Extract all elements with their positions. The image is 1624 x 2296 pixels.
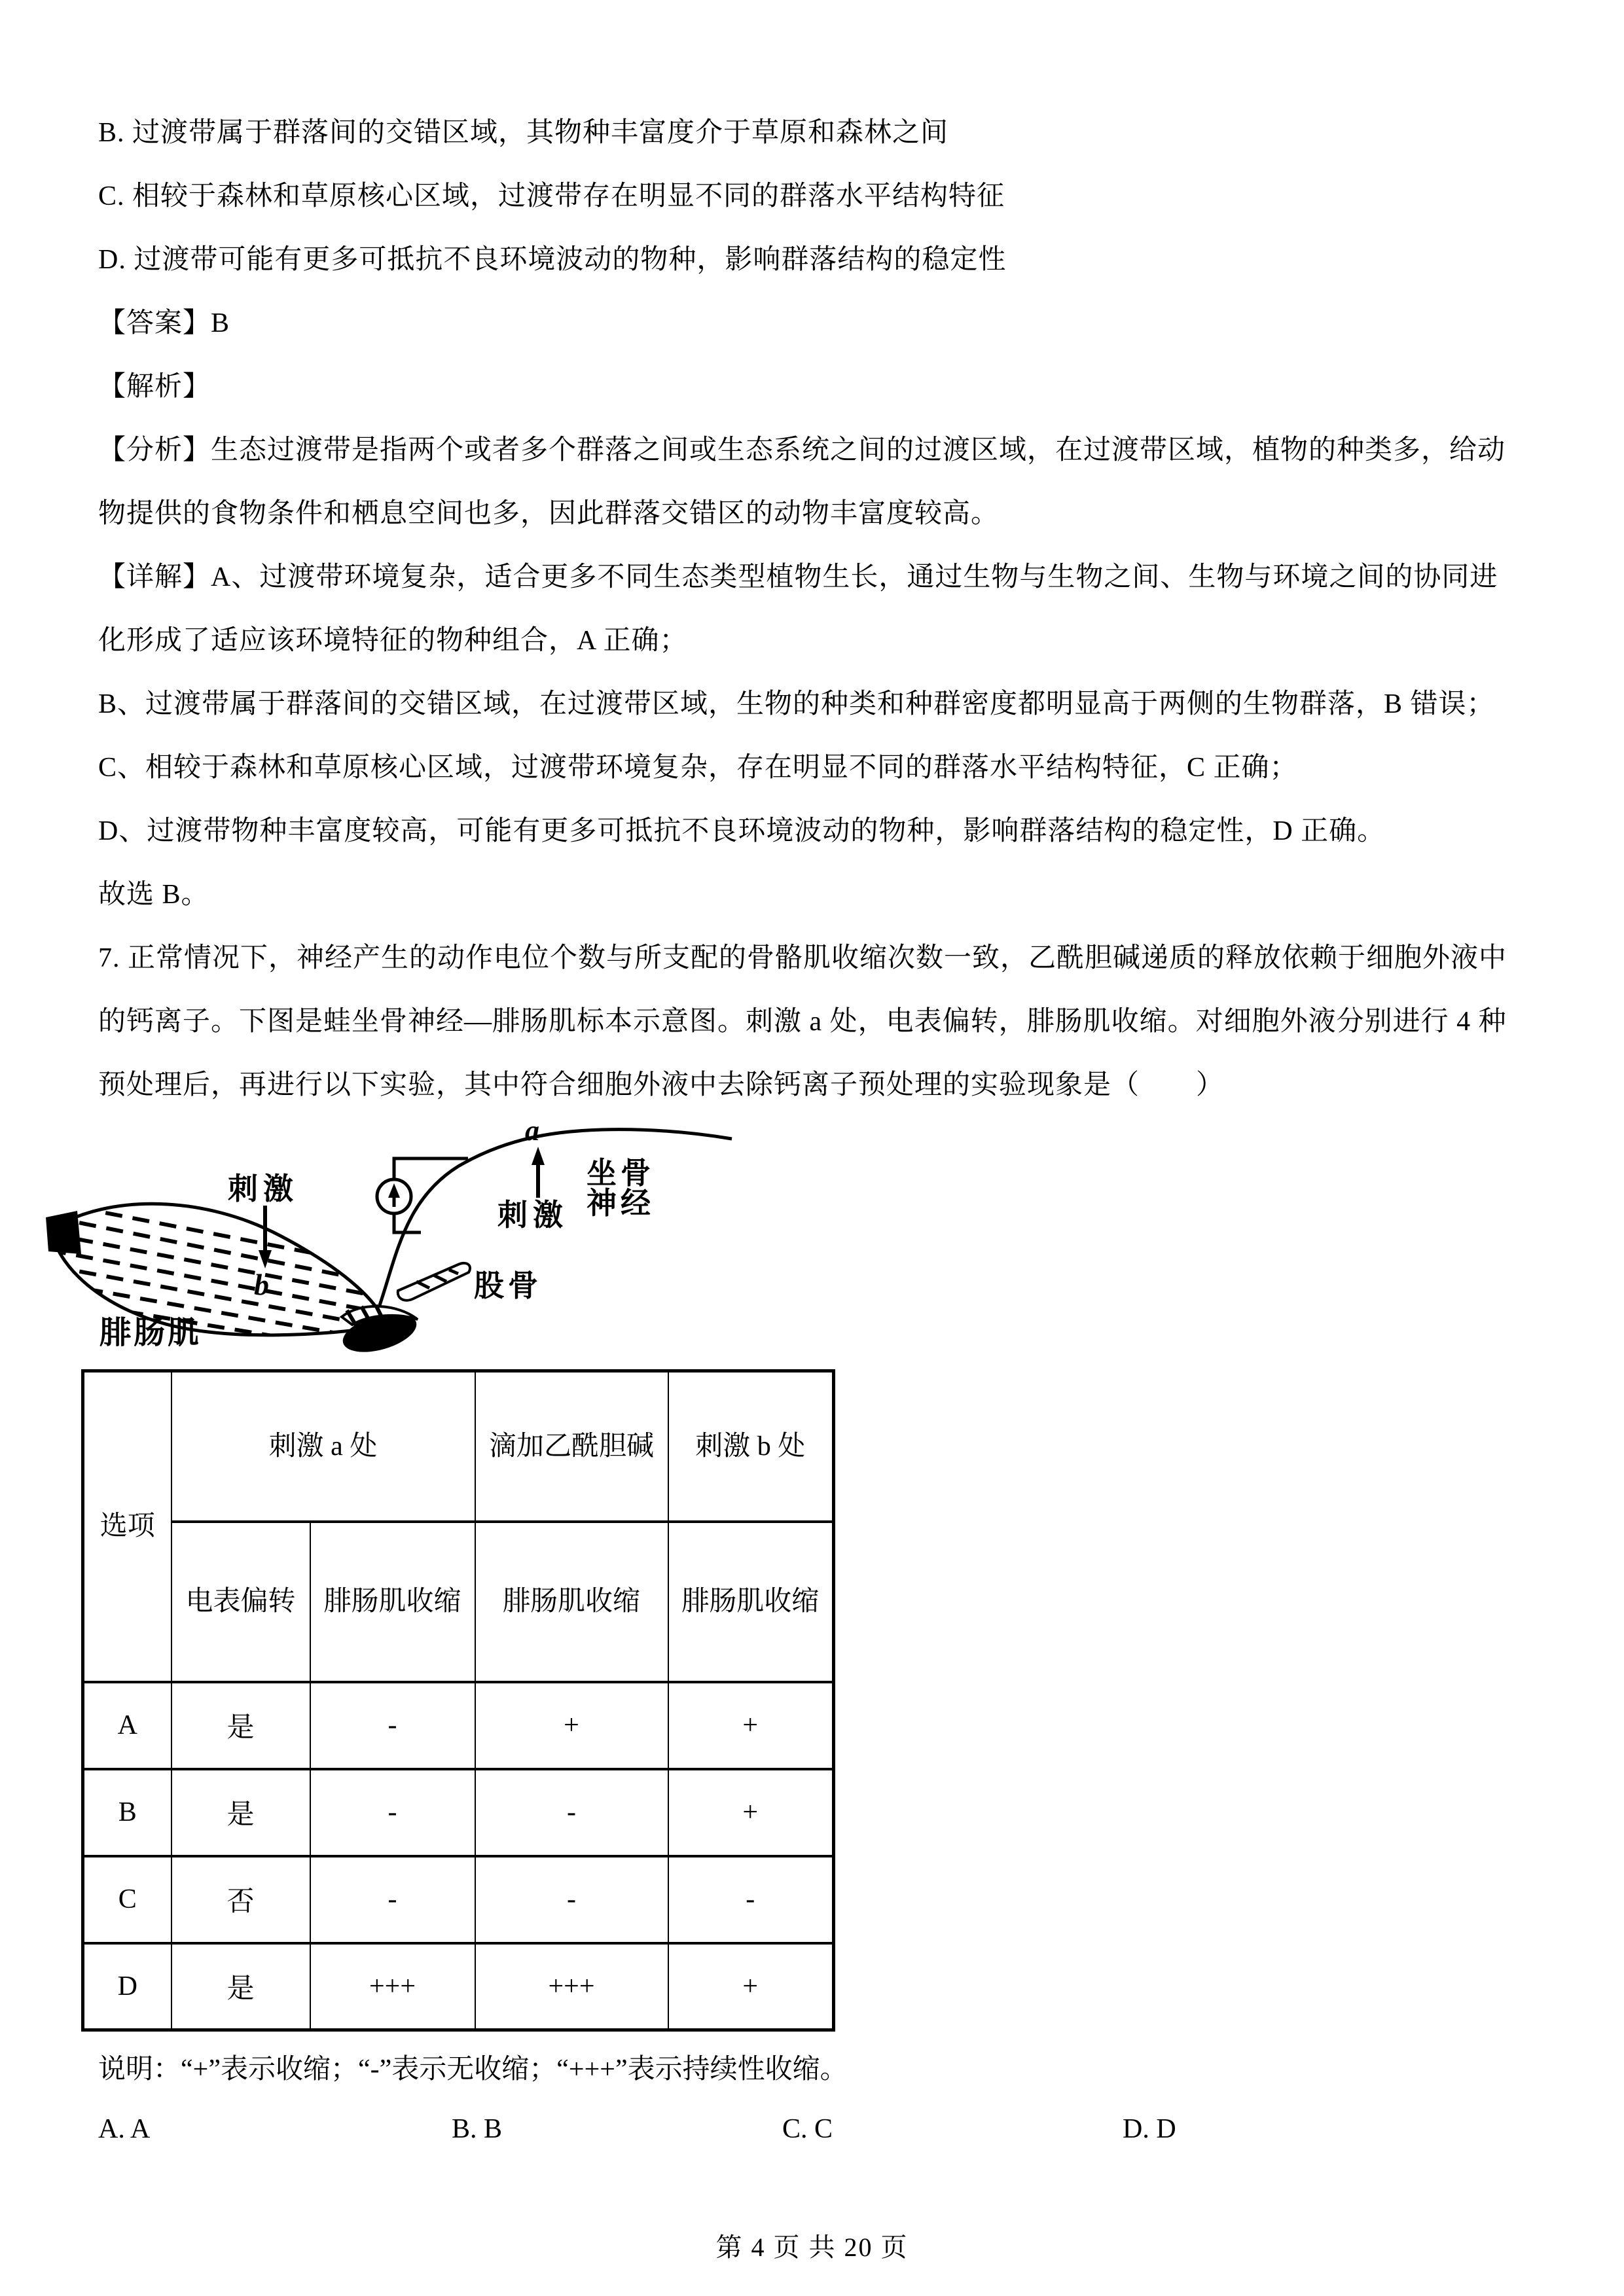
femur-bone-shape <box>398 1263 470 1300</box>
answer-choice: A. A <box>98 2113 151 2144</box>
sciatic-nerve-label-line2: 神经 <box>586 1186 655 1220</box>
table-cell: + <box>668 1769 834 1856</box>
text-block <box>98 98 1528 1114</box>
table-cell: - <box>310 1856 475 1943</box>
text-line: 预处理后，再进行以下实验，其中符合细胞外液中去除钙离子预处理的实验现象是（ ） <box>98 1069 1225 1100</box>
table-cell: + <box>475 1682 668 1769</box>
stimulus-b-label: 刺激 <box>228 1172 298 1206</box>
text-line: B、过渡带属于群落间的交错区域，在过渡带区域，生物的种类和种群密度都明显高于两侧的生物群落，B 错误； <box>98 689 1495 719</box>
text-line: C. 相较于森林和草原核心区域，过渡带存在明显不同的群落水平结构特征 <box>98 181 1005 211</box>
page-footer: 第 4 页 共 20 页 <box>715 2233 909 2262</box>
muscle-tendon-clamp <box>46 1211 81 1254</box>
table-cell: + <box>668 1943 834 2030</box>
table-cell: 是 <box>171 1682 310 1769</box>
text-line: D、过渡带物种丰富度较高，可能有更多可抵抗不良环境波动的物种，影响群落结构的稳定性，D 正确。 <box>98 816 1386 846</box>
muscle-label: 腓肠肌 <box>99 1316 202 1350</box>
table-row <box>83 1682 834 1769</box>
text-line: C、相较于森林和草原核心区域，过渡带环境复杂，存在明显不同的群落水平结构特征，C 正确； <box>98 752 1298 783</box>
table-cell: 否 <box>171 1856 310 1943</box>
text-line: 【详解】A、过渡带环境复杂，适合更多不同生态类型植物生长，通过生物与生物之间、生物与环境之间的协同进 <box>98 562 1498 592</box>
table-note: 说明：“+”表示收缩；“-”表示无收缩；“+++”表示持续性收缩。 <box>98 2054 848 2085</box>
table-row-option: A <box>83 1682 171 1769</box>
table-row-option: D <box>83 1943 171 2030</box>
answer-choice: C. C <box>782 2113 833 2144</box>
text-line: 故选 B。 <box>98 879 209 910</box>
text-line: 化形成了适应该环境特征的物种组合，A 正确； <box>98 625 688 656</box>
text-line: 【答案】B <box>98 308 230 338</box>
table-header-stimulate-b: 刺激 b 处 <box>668 1371 834 1522</box>
nerve-muscle-diagram <box>39 1119 740 1369</box>
table-cell: - <box>668 1856 834 1943</box>
stimulus-a-arrowhead <box>532 1147 545 1165</box>
table-corner-header: 选项 <box>83 1371 171 1682</box>
table-header-acetylcholine: 滴加乙酰胆碱 <box>475 1371 668 1522</box>
table-cell: 是 <box>171 1943 310 2030</box>
sciatic-nerve-label-line1: 坐骨 <box>586 1156 655 1190</box>
table-row-option: B <box>83 1769 171 1856</box>
table-subheader-muscle-contract-3: 腓肠肌收缩 <box>668 1522 834 1682</box>
table-cell: +++ <box>310 1943 475 2030</box>
answer-choice: D. D <box>1123 2113 1176 2144</box>
table-row-option: C <box>83 1856 171 1943</box>
table-row <box>83 1769 834 1856</box>
table-cell: 是 <box>171 1769 310 1856</box>
table-cell: +++ <box>475 1943 668 2030</box>
text-line: 7. 正常情况下，神经产生的动作电位个数与所支配的骨骼肌收缩次数一致，乙酰胆碱递质的释放依赖于细胞外液中 <box>98 942 1507 973</box>
answer-choices-row <box>98 2098 1528 2160</box>
table-cell: - <box>475 1769 668 1856</box>
table-subheader-muscle-contract-2: 腓肠肌收缩 <box>475 1522 668 1682</box>
text-line: 的钙离子。下图是蛙坐骨神经—腓肠肌标本示意图。刺激 a 处，电表偏转，腓肠肌收缩。对细胞外液分别进行 4 种 <box>98 1006 1507 1037</box>
table-header-stimulate-a: 刺激 a 处 <box>171 1371 475 1522</box>
page-content <box>98 98 1528 2160</box>
point-b-label: b <box>254 1268 269 1301</box>
stimulus-a-label: 刺激 <box>497 1198 568 1232</box>
table-subheader-muscle-contract-1: 腓肠肌收缩 <box>310 1522 475 1682</box>
text-line: 【解析】 <box>98 371 211 402</box>
table-cell: - <box>475 1856 668 1943</box>
text-line: D. 过渡带可能有更多可抵抗不良环境波动的物种，影响群落结构的稳定性 <box>98 244 1007 275</box>
experiment-table <box>81 1369 835 2032</box>
point-a-label: a <box>525 1119 539 1147</box>
text-line: B. 过渡带属于群落间的交错区域，其物种丰富度介于草原和森林之间 <box>98 117 949 148</box>
table-subheader-meter-deflect: 电表偏转 <box>171 1522 310 1682</box>
table-row <box>83 1943 834 2030</box>
femur-label: 股骨 <box>474 1268 542 1302</box>
table-cell: - <box>310 1769 475 1856</box>
table-cell: + <box>668 1682 834 1769</box>
text-line: 【分析】生态过渡带是指两个或者多个群落之间或生态系统之间的过渡区域，在过渡带区域，植物的种类多，给动 <box>98 435 1506 465</box>
text-line: 物提供的食物条件和栖息空间也多，因此群落交错区的动物丰富度较高。 <box>98 498 1000 529</box>
table-cell: - <box>310 1682 475 1769</box>
answer-choice: B. B <box>452 2113 503 2144</box>
table-row <box>83 1856 834 1943</box>
